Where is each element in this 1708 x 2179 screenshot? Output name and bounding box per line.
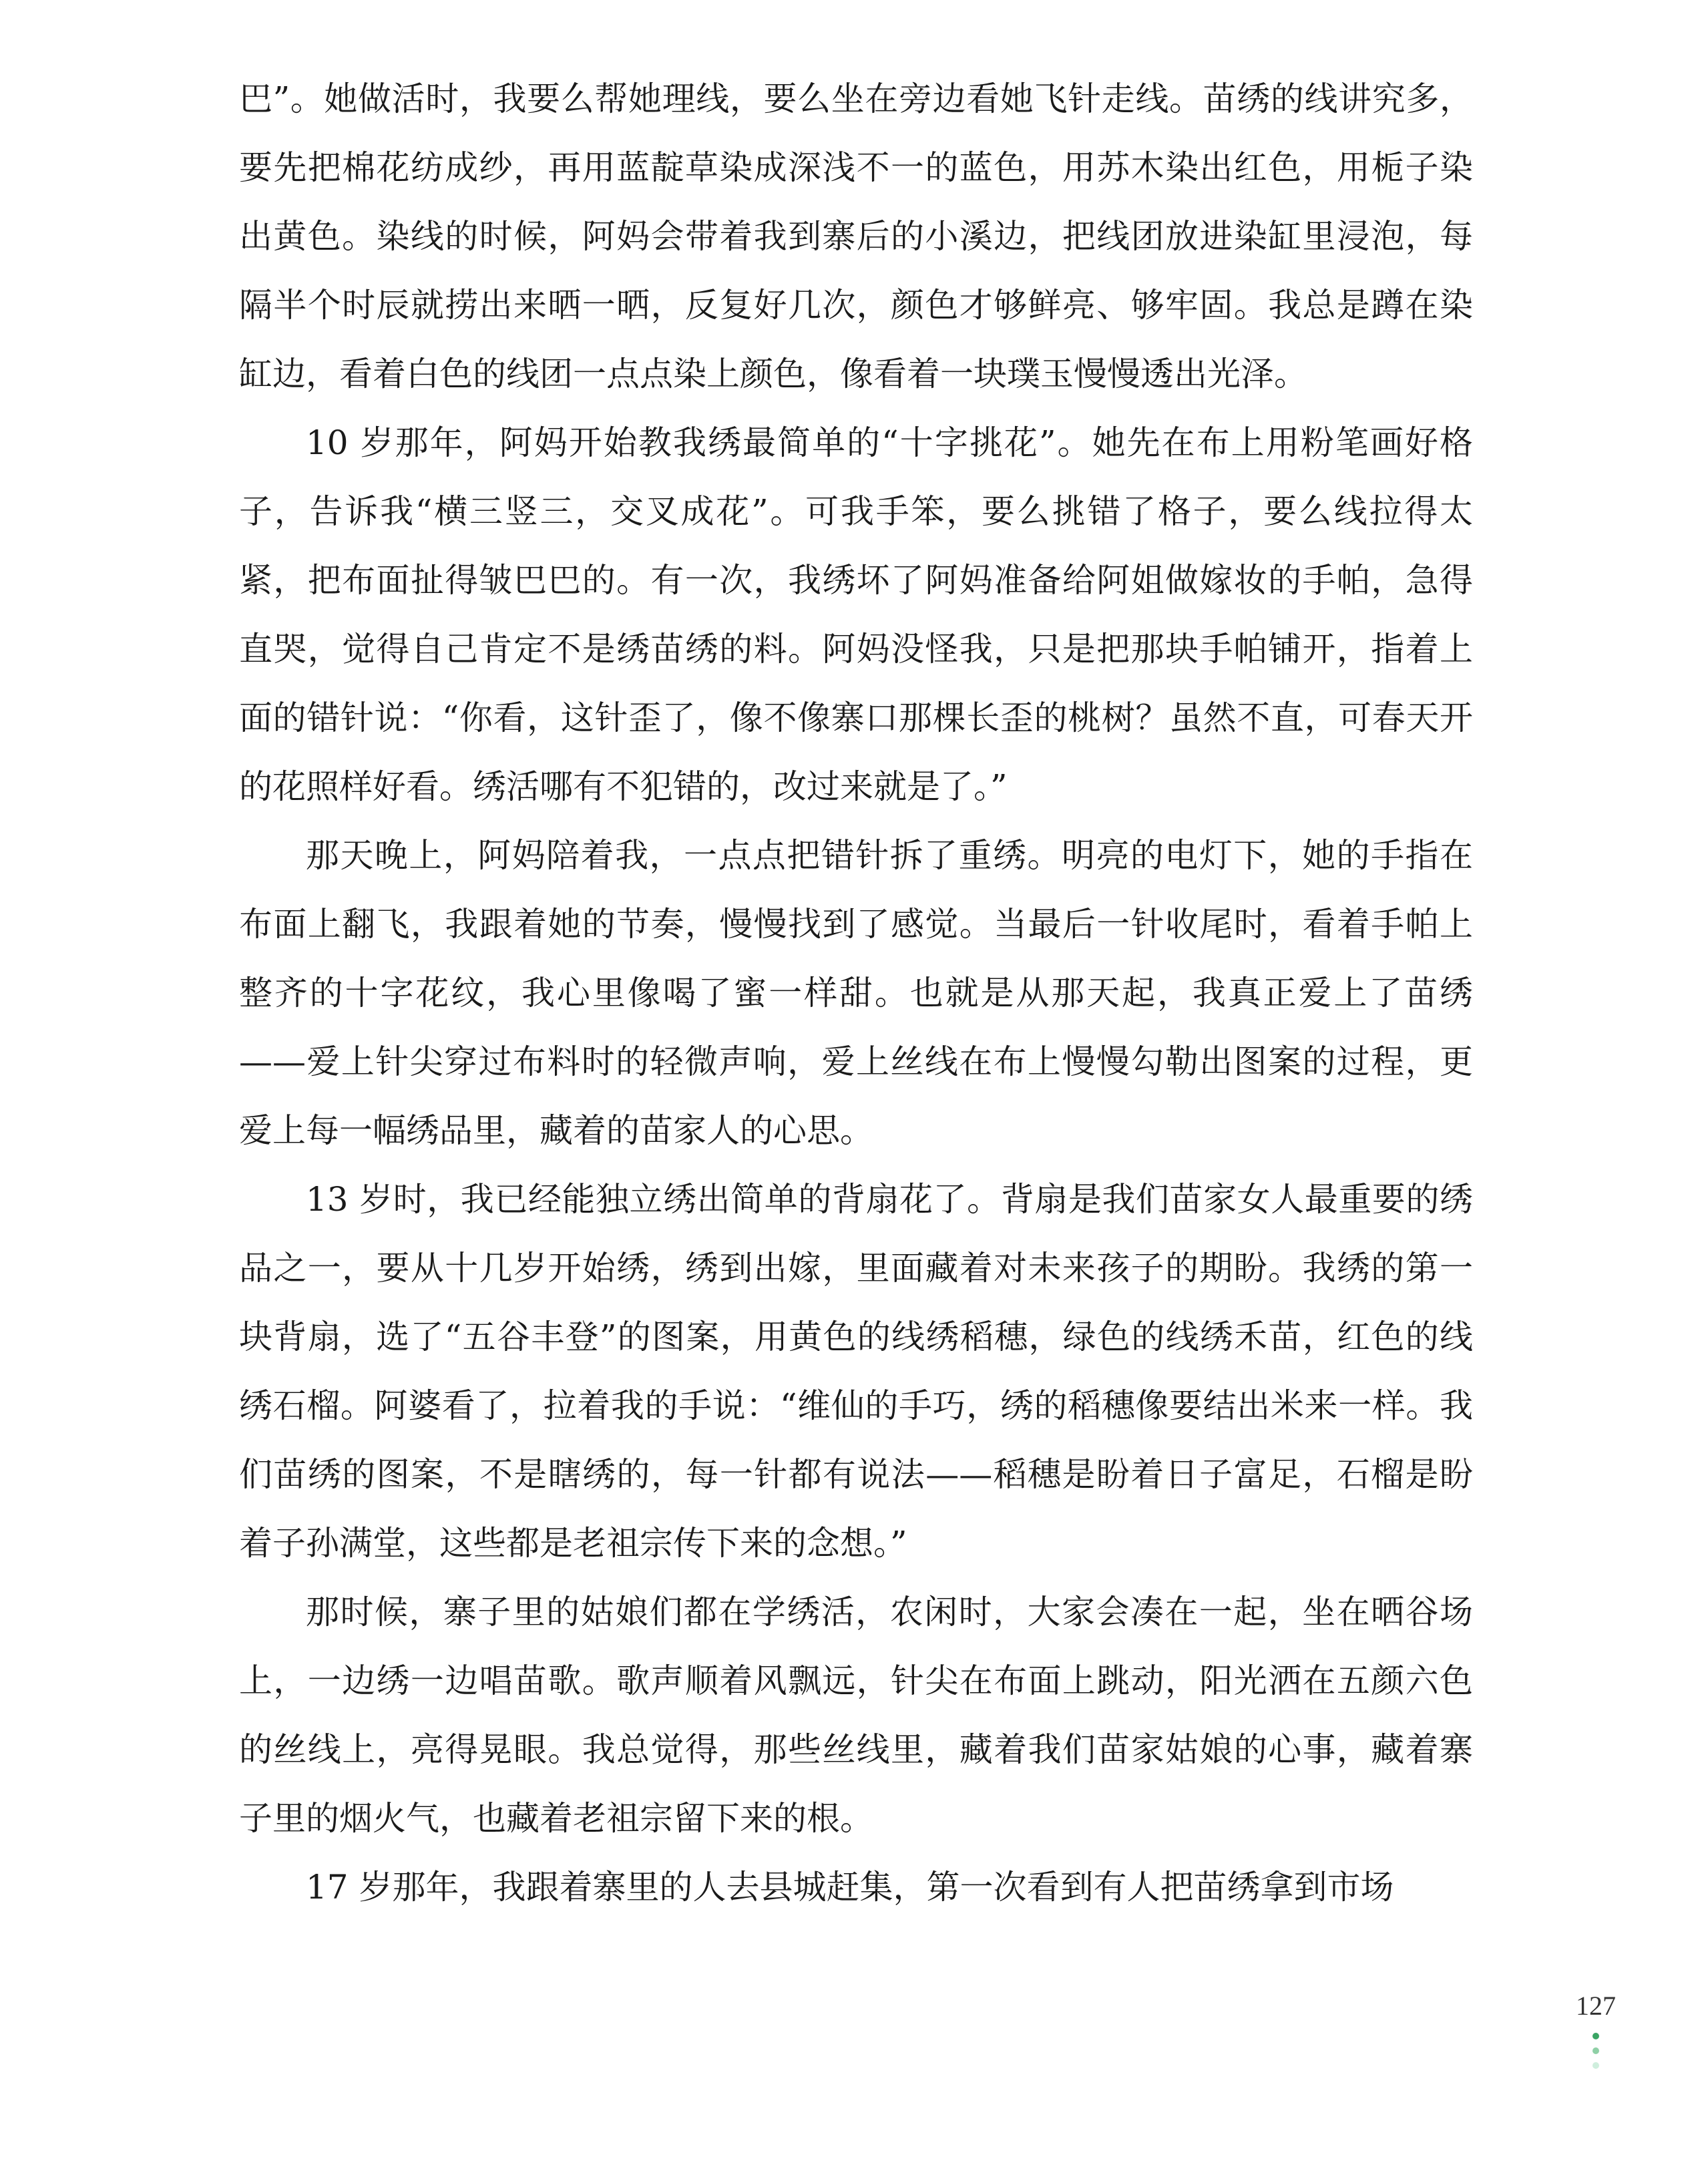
paragraph-5: 那时候，寨子里的姑娘们都在学绣活，农闲时，大家会凑在一起，坐在晒谷场上，一边绣一边唱苗歌。歌声顺着风飘远，针尖在布面上跳动，阳光洒在五颜六色的丝线上，亮得晃眼。我总觉得，那些丝线里，藏着我们苗家姑娘的心事，藏着寨子里的烟火气，也藏着老祖宗留下来的根。 xyxy=(239,1593,1473,1838)
page-decoration-dots xyxy=(1592,2033,1600,2077)
paragraph-2: 10 岁那年，阿妈开始教我绣最简单的“十字挑花”。她先在布上用粉笔画好格子，告诉我“横三竖三，交叉成花”。可我手笨，要么挑错了格子，要么线拉得太紧，把布面扯得皱巴巴的。有一次，我绣坏了阿妈准备给阿姐做嫁妆的手帕，急得直哭，觉得自己肯定不是绣苗绣的料。阿妈没怪我，只是把那块手帕铺开，指着上面的错针说：“你看，这针歪了，像不像寨口那棵长歪的桃树？虽然不直，可春天开的花照样好看。绣活哪有不犯错的，改过来就是了。” xyxy=(239,423,1473,806)
paragraph-4: 13 岁时，我已经能独立绣出简单的背扇花了。背扇是我们苗家女人最重要的绣品之一，要从十几岁开始绣，绣到出嫁，里面藏着对未来孩子的期盼。我绣的第一块背扇，选了“五谷丰登”的图案，用黄色的线绣稻穗，绿色的线绣禾苗，红色的线绣石榴。阿婆看了，拉着我的手说：“维仙的手巧，绣的稻穗像要结出米来一样。我们苗绣的图案，不是瞎绣的，每一针都有说法——稻穗是盼着日子富足，石榴是盼着子孙满堂，这些都是老祖宗传下来的念想。” xyxy=(239,1180,1473,1563)
page-number: 127 xyxy=(1576,1991,1616,2021)
decoration-dot-icon xyxy=(1592,2033,1599,2039)
paragraph-6: 17 岁那年，我跟着寨里的人去县城赶集，第一次看到有人把苗绣拿到市场 xyxy=(306,1868,1394,1907)
paragraph-3: 那天晚上，阿妈陪着我，一点点把错针拆了重绣。明亮的电灯下，她的手指在布面上翻飞，我跟着她的节奏，慢慢找到了感觉。当最后一针收尾时，看着手帕上整齐的十字花纹，我心里像喝了蜜一样甜。也就是从那天起，我真正爱上了苗绣——爱上针尖穿过布料时的轻微声响，爱上丝线在布上慢慢勾勒出图案的过程，更爱上每一幅绣品里，藏着的苗家人的心思。 xyxy=(239,836,1473,1150)
body-text xyxy=(239,65,1473,1922)
decoration-dot-icon xyxy=(1592,2062,1599,2069)
decoration-dot-icon xyxy=(1592,2047,1599,2054)
paragraph-1: 巴”。她做活时，我要么帮她理线，要么坐在旁边看她飞针走线。苗绣的线讲究多，要先把棉花纺成纱，再用蓝靛草染成深浅不一的蓝色，用苏木染出红色，用栀子染出黄色。染线的时候，阿妈会带着我到寨后的小溪边，把线团放进染缸里浸泡，每隔半个时辰就捞出来晒一晒，反复好几次，颜色才够鲜亮、够牢固。我总是蹲在染缸边，看着白色的线团一点点染上颜色，像看着一块璞玉慢慢透出光泽。 xyxy=(239,79,1473,393)
